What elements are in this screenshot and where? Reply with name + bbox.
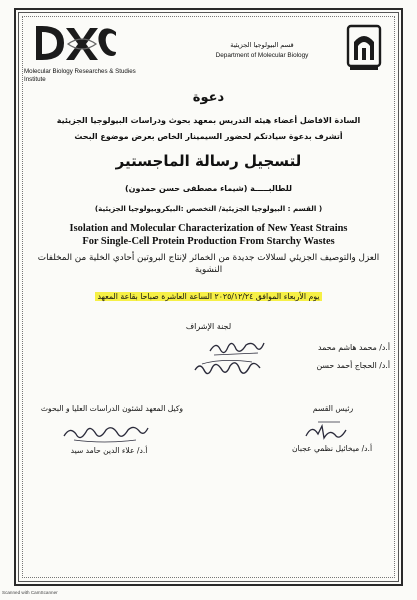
thesis-title-en-line1: Isolation and Molecular Characterization of New Yeast Strains [69, 223, 348, 234]
department-name-ar: قسم البيولوجيا الجزيئية [230, 41, 294, 49]
deputy-director-role: وكيل المعهد لشئون الدراسات العليا و البحوث [40, 404, 184, 413]
committee-member-2: أ.د/ الحجاج أحمد حسن [316, 361, 390, 370]
addressee-line: السادة الافاضل أعضاء هيئه التدريس بمعهد بحوث ودراسات البيولوجيا الجزيئية [56, 116, 361, 125]
department-name-en: Department of Molecular Biology [215, 52, 309, 59]
scanner-watermark: Scanned with CamScanner [2, 590, 58, 595]
department-specialization: ( القسم : البيولوجيا الجزيئية/ التخصص :البيكروبيولوجيا الجزيئية) [94, 204, 323, 213]
head-of-department-role: رئيس القسم [312, 404, 354, 413]
institute-logo [30, 22, 118, 66]
committee-heading: لجنة الإشراف [185, 322, 232, 331]
signature-head-of-department [300, 418, 360, 444]
invitation-line: أتشرف بدعوة سيادتكم لحضور السيمينار الخاص بعرض موضوع البحث [74, 132, 343, 141]
thesis-title-ar: العزل والتوصيف الجزيئي لسلالات جديدة من الخمائر لإنتاج البروتين أحادي الخلية من المخلفات النشوية [37, 253, 380, 275]
thesis-title-en-line2: For Single-Cell Protein Production From Starchy Wastes [82, 236, 335, 247]
schedule-line [26, 290, 391, 304]
committee-member-1: أ.د/ محمد هاشم محمد [317, 343, 390, 352]
head-of-department-name: أ.د/ ميخائيل نظمي عجبان [291, 444, 373, 453]
student-name: للطالبـــــة (شيماء مصطفى حسن حمدون) [124, 184, 293, 193]
schedule-text: يوم الأربعاء الموافق ٢٠٢٥/١٢/٢٤ الساعة العاشرة صباحا بقاعة المعهد [97, 292, 320, 301]
signature-deputy-director [60, 420, 150, 446]
deputy-director-name: أ.د/ علاء الدين حامد سيد [70, 446, 148, 455]
university-logo [344, 24, 384, 72]
institute-name: Molecular Biology Researches & Studies Institute [24, 68, 136, 83]
invitation-heading: دعوة [192, 90, 225, 105]
thesis-registration-heading: لتسجيل رسالة الماجستير [115, 152, 302, 170]
signature-member-2 [192, 356, 264, 380]
thesis-title-en [20, 222, 397, 248]
